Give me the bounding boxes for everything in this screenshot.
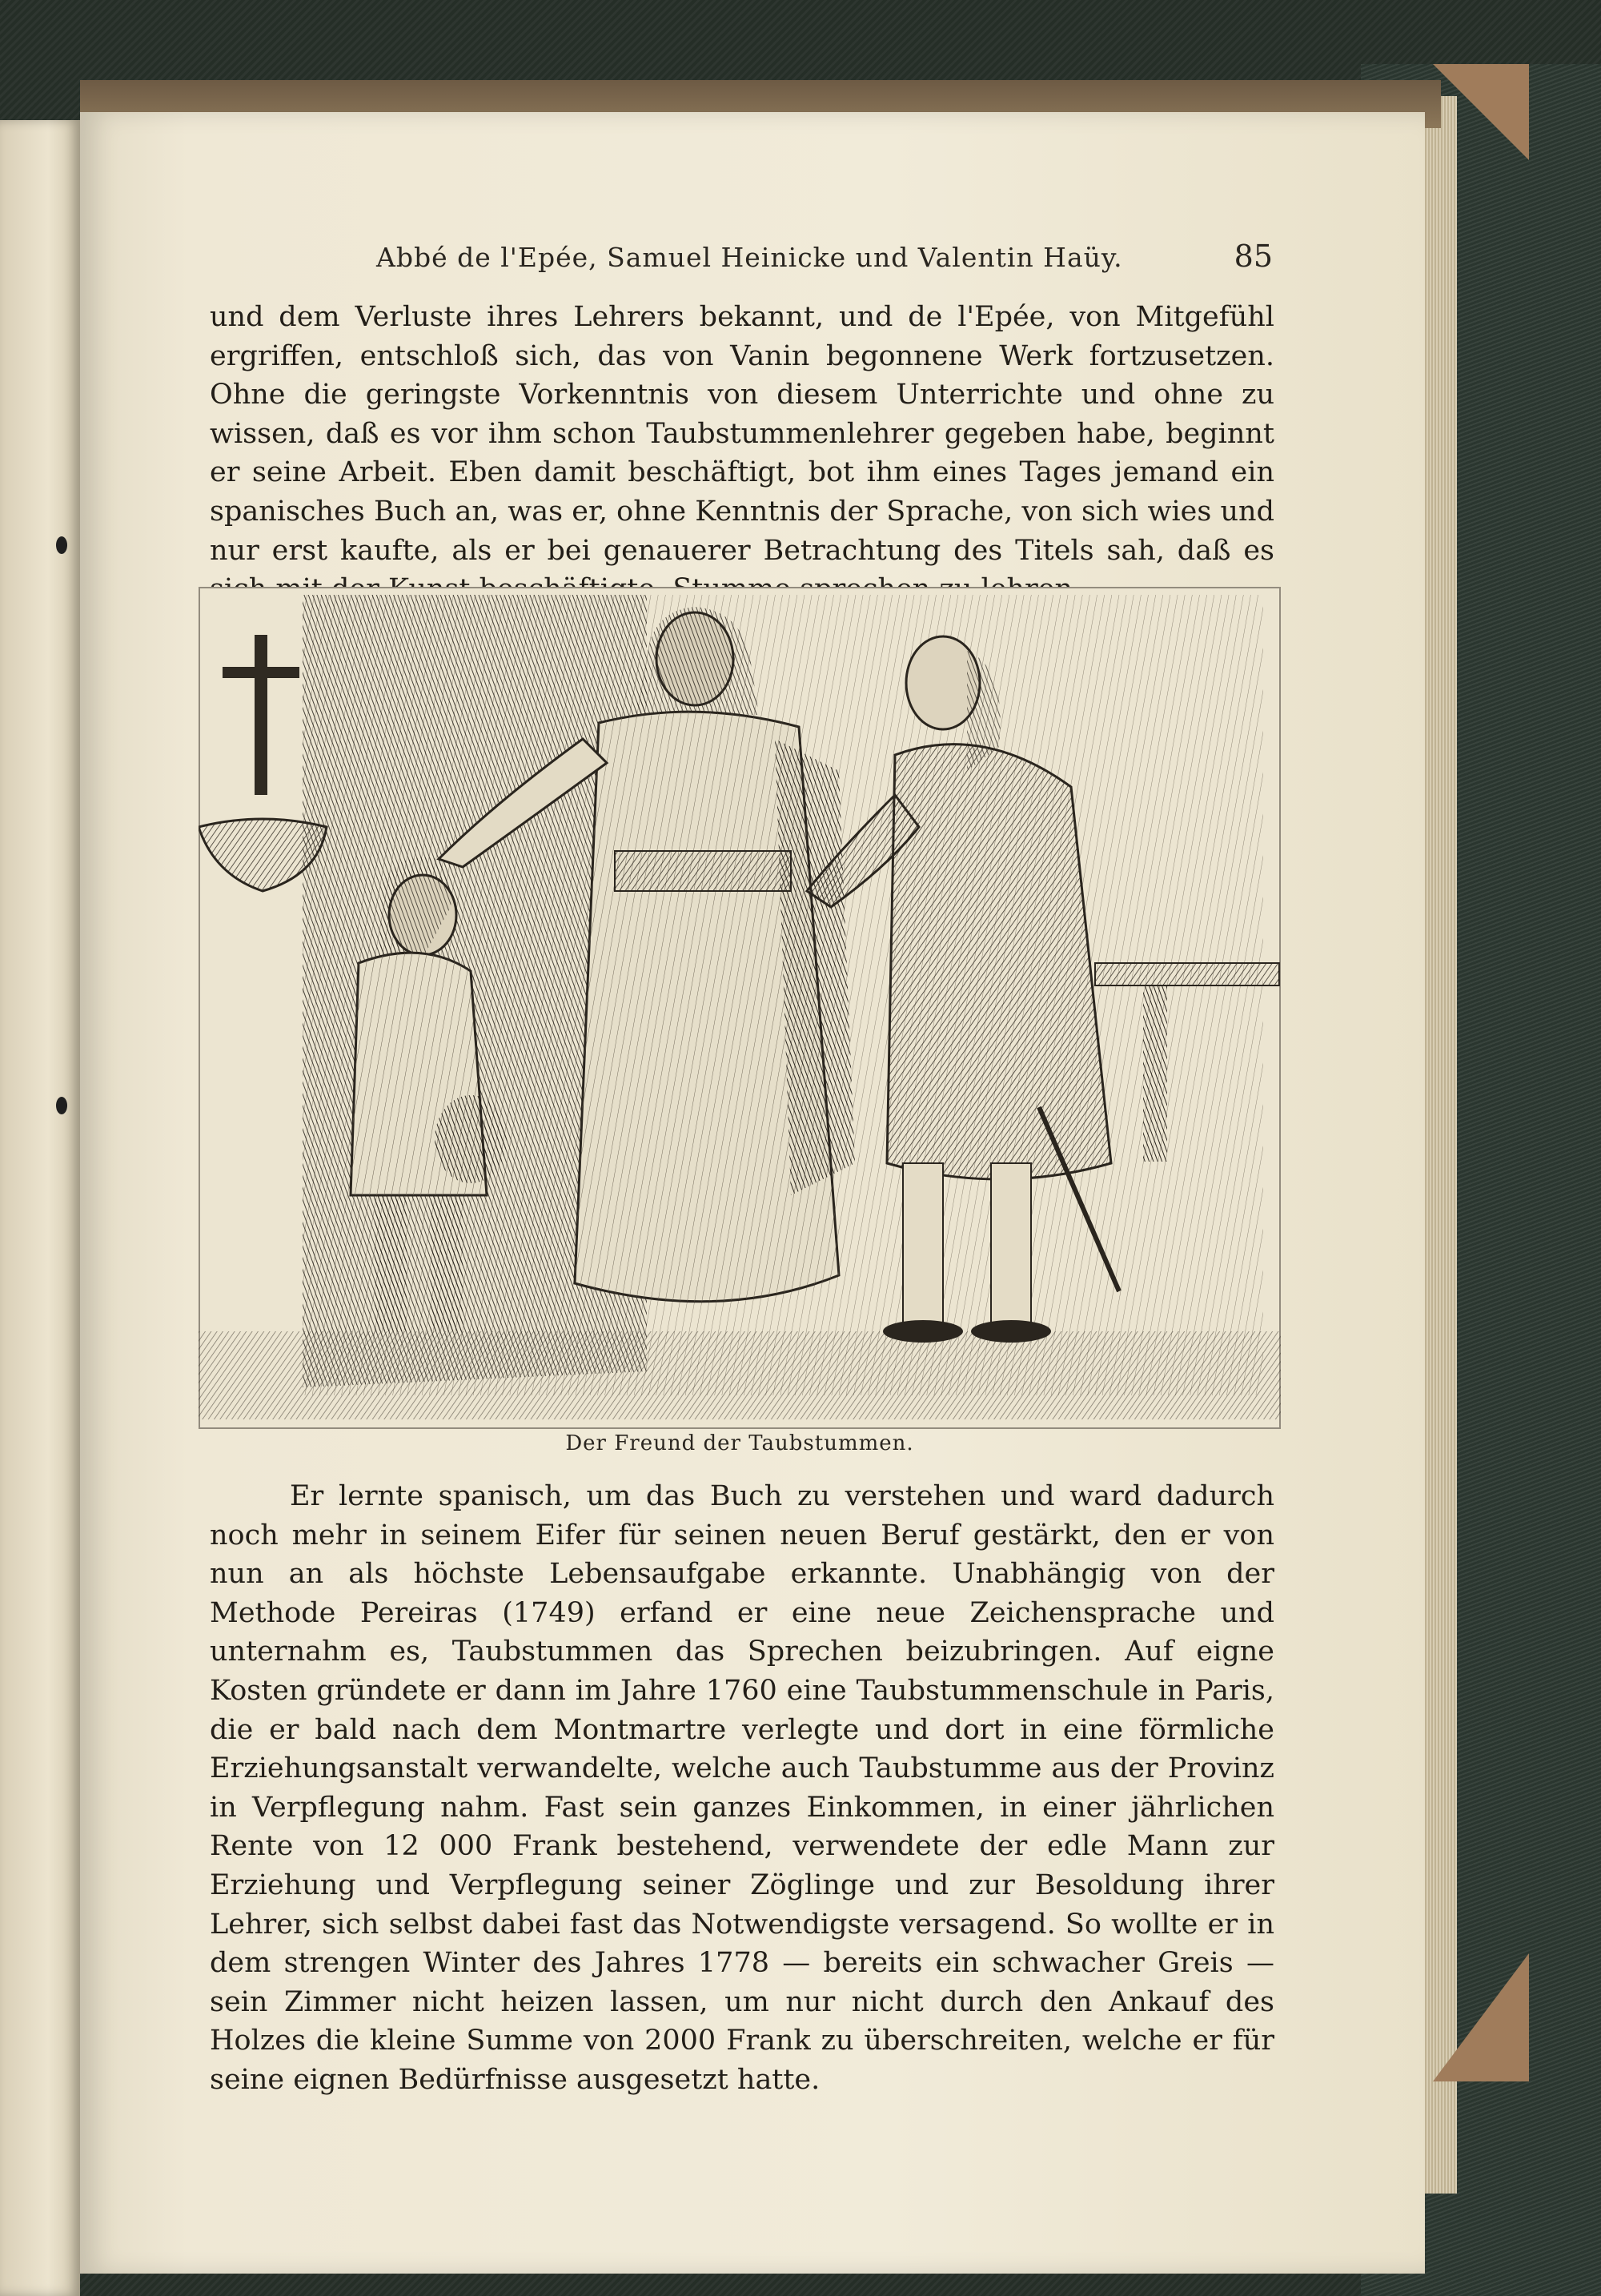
figure-caption: Der Freund der Taubstummen. [565, 1431, 914, 1455]
engraving-image [199, 587, 1281, 1429]
binding-hole [56, 536, 67, 554]
text-block-bottom [210, 1477, 1274, 2100]
page-number: 85 [1234, 239, 1273, 274]
paragraph: Er lernte spanisch, um das Buch zu verstehen und ward dadurch noch mehr in seinem Eifer für seinen neuen Beruf gestärkt, den er von nun an als höchste Lebensaufgabe erkannte. Unabhängig von der Methode Pereiras (1749) erfand er eine neue Zeichensprache und unternahm es, Taubstummen das Sprechen beizubringen. Auf eigne Kosten gründete er dann im Jahre 1760 eine Taubstummenschule in Paris, die er bald nach dem Montmartre verlegte und dort in eine förmliche Erziehungsanstalt verwandelte, welche auch Taubstumme aus der Provinz in Verpflegung nahm. Fast sein ganzes Einkommen, in einer jährlichen Rente von 12 000 Frank bestehend, verwendete der edle Mann zur Erziehung und Verpflegung seiner Zöglinge und zur Besoldung ihrer Lehrer, sich selbst dabei fast das Notwendigste versagend. So wollte er in dem strengen Winter des Jahres 1778 — bereits ein schwacher Greis — sein Zimmer nicht heizen lassen, um nur nicht durch den Ankauf des Holzes die kleine Summe von 2000 Frank zu überschreiten, welche er für seine eignen Bedürfnisse ausgesetzt hatte. [210, 1480, 1274, 2096]
running-title: Abbé de l'Epée, Samuel Heinicke und Valentin Haüy. [376, 242, 1123, 273]
text-block-top [210, 298, 1274, 609]
paragraph: und dem Verluste ihres Lehrers bekannt, und de l'Epée, von Mitgefühl ergriffen, entschloß sich, das von Vanin begonnene Werk fortzusetzen. Ohne die geringste Vorkenntnis von diesem Unterrichte und ohne zu wissen, daß es vor ihm schon Taubstummenlehrer gegeben habe, beginnt er seine Arbeit. Eben damit beschäftigt, bot ihm eines Tages jemand ein spanisches Buch an, was er, ohne Kenntnis der Sprache, von sich wies und nur erst kaufte, als er bei genauerer Betrachtung des Titels sah, daß es [210, 301, 1274, 567]
previous-page-edge [0, 120, 80, 2296]
binding-hole [56, 1097, 67, 1114]
page-header [296, 239, 1353, 290]
engraving-illustration [199, 587, 1281, 1429]
